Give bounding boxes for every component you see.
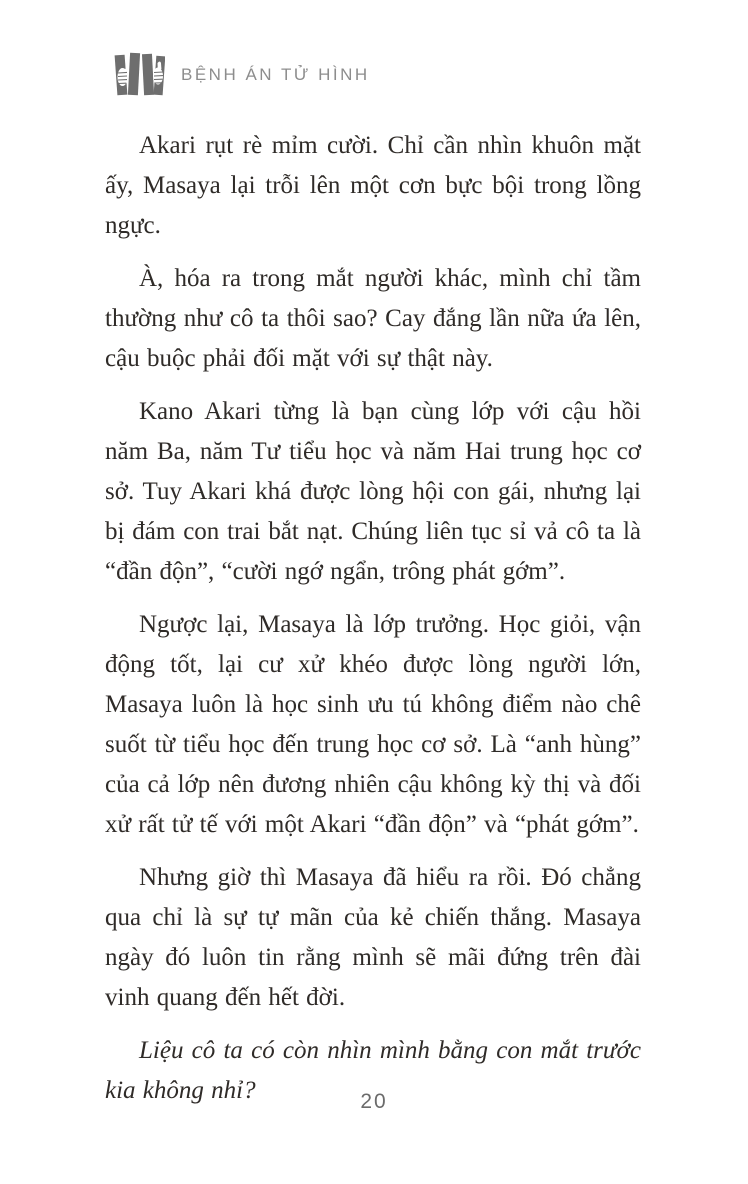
page-footer: [0, 1090, 748, 1114]
paragraph-4: Ngược lại, Masaya là lớp trưởng. Học giỏi, vận động tốt, lại cư xử khéo được lòng người lớn, Masaya luôn là học sinh ưu tú không điểm nào chê suốt từ tiểu học đến trung học cơ sở. Là “anh hùng” của cả lớp nên đương nhiên cậu không kỳ thị và đối xử rất tử tế với một Akari “đần độn” và “phát gớm”.: [105, 611, 641, 838]
paragraph-6-inner-monologue: Liệu cô ta có còn nhìn mình bằng con mắt trước kia không nhỉ?: [105, 1037, 641, 1104]
paragraph-3: Kano Akari từng là bạn cùng lớp với cậu hồi năm Ba, năm Tư tiểu học và năm Hai trung học cơ sở. Tuy Akari khá được lòng hội con gái, nhưng lại bị đám con trai bắt nạt. Chúng liên tục sỉ vả cô ta là “đần độn”, “cười ngớ ngẩn, trông phát gớm”.: [105, 398, 641, 585]
running-header-title: BỆNH ÁN TỬ HÌNH: [181, 65, 370, 84]
paragraph-5: Nhưng giờ thì Masaya đã hiểu ra rồi. Đó chẳng qua chỉ là sự tự mãn của kẻ chiến thắng. Masaya ngày đó luôn tin rằng mình sẽ mãi đứng trên đài vinh quang đến hết đời.: [105, 864, 641, 1011]
prison-bars-hands-logo-icon: [113, 52, 165, 98]
page-body: [105, 126, 641, 1124]
page-number: 20: [360, 1090, 388, 1113]
paragraph-2: À, hóa ra trong mắt người khác, mình chỉ tầm thường như cô ta thôi sao? Cay đắng lần nữa ứa lên, cậu buộc phải đối mặt với sự thật này.: [105, 265, 641, 372]
running-header: [113, 52, 370, 98]
paragraph-1: Akari rụt rè mỉm cười. Chỉ cần nhìn khuôn mặt ấy, Masaya lại trỗi lên một cơn bực bội trong lồng ngực.: [105, 132, 641, 239]
